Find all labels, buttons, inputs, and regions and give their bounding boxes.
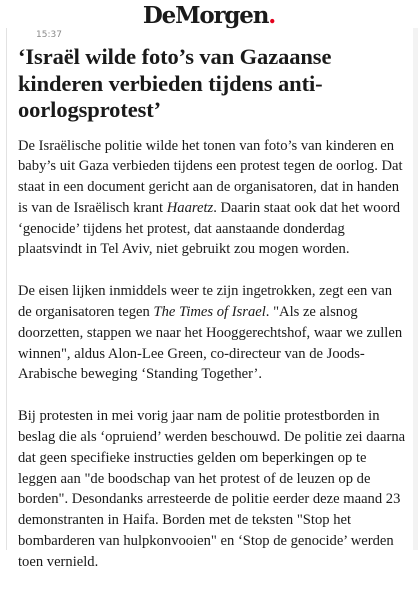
logo-dot: . (268, 2, 276, 29)
article-body (18, 44, 408, 594)
paragraph-text: Bij protesten in mei vorig jaar nam de politie protestborden in beslag die als ‘opruiend’ werden beschouwd. De politie zei daarna dat geen specifieke instructies gelden om beperkingen op te leggen aan "de boodschap van het protest of de leuzen op de borden". Desondanks arresteerde de politie eerder deze maand 23 demonstranten in Haifa. Borden met de teksten "Stop het bombarderen van hulpkonvooien" en ‘Stop de genocide’ werden toen vernield. (18, 408, 406, 570)
site-logo[interactable] (0, 3, 418, 29)
article-paragraphs (18, 136, 408, 573)
article-paragraph (18, 136, 408, 261)
article-paragraph (18, 281, 408, 385)
publication-name: The Times of Israel (153, 304, 266, 321)
publication-name: Haaretz (166, 199, 214, 216)
site-header (0, 0, 418, 28)
scrollbar[interactable] (413, 28, 418, 550)
article-headline: ‘Israël wilde foto’s van Gazaanse kinderen verbieden tijdens anti-oorlogsprotest’ (18, 44, 332, 122)
logo-text: DeMorgen (142, 2, 269, 29)
article-paragraph (18, 406, 408, 572)
article-time: 15:37 (36, 30, 62, 40)
page-edge-divider (6, 28, 7, 550)
paragraph-text: De eisen lijken inmiddels weer te zijn ingetrokken, zegt een van de organisatoren tegen (18, 283, 393, 321)
paragraph-text: . Daarin staat ook dat het woord ‘genocide’ tijdens het protest, dat aanstaande donderdag plaatsvindt in Tel Aviv, niet gebruikt zou mogen worden. (18, 199, 401, 258)
paragraph-text: De Israëlische politie wilde het tonen van foto’s van kinderen en baby’s uit Gaza verbieden tijdens een protest tegen de oorlog. Dat staat in een document gericht aan de organisatoren, dat in handen is van de Israëlisch krant (18, 137, 403, 216)
paragraph-text: . "Als ze alsnog doorzetten, stappen we naar het Hooggerechtshof, waar we zullen winnen", aldus Alon-Lee Green, co-directeur van de Joods-Arabische beweging ‘Standing Together’. (18, 304, 403, 383)
